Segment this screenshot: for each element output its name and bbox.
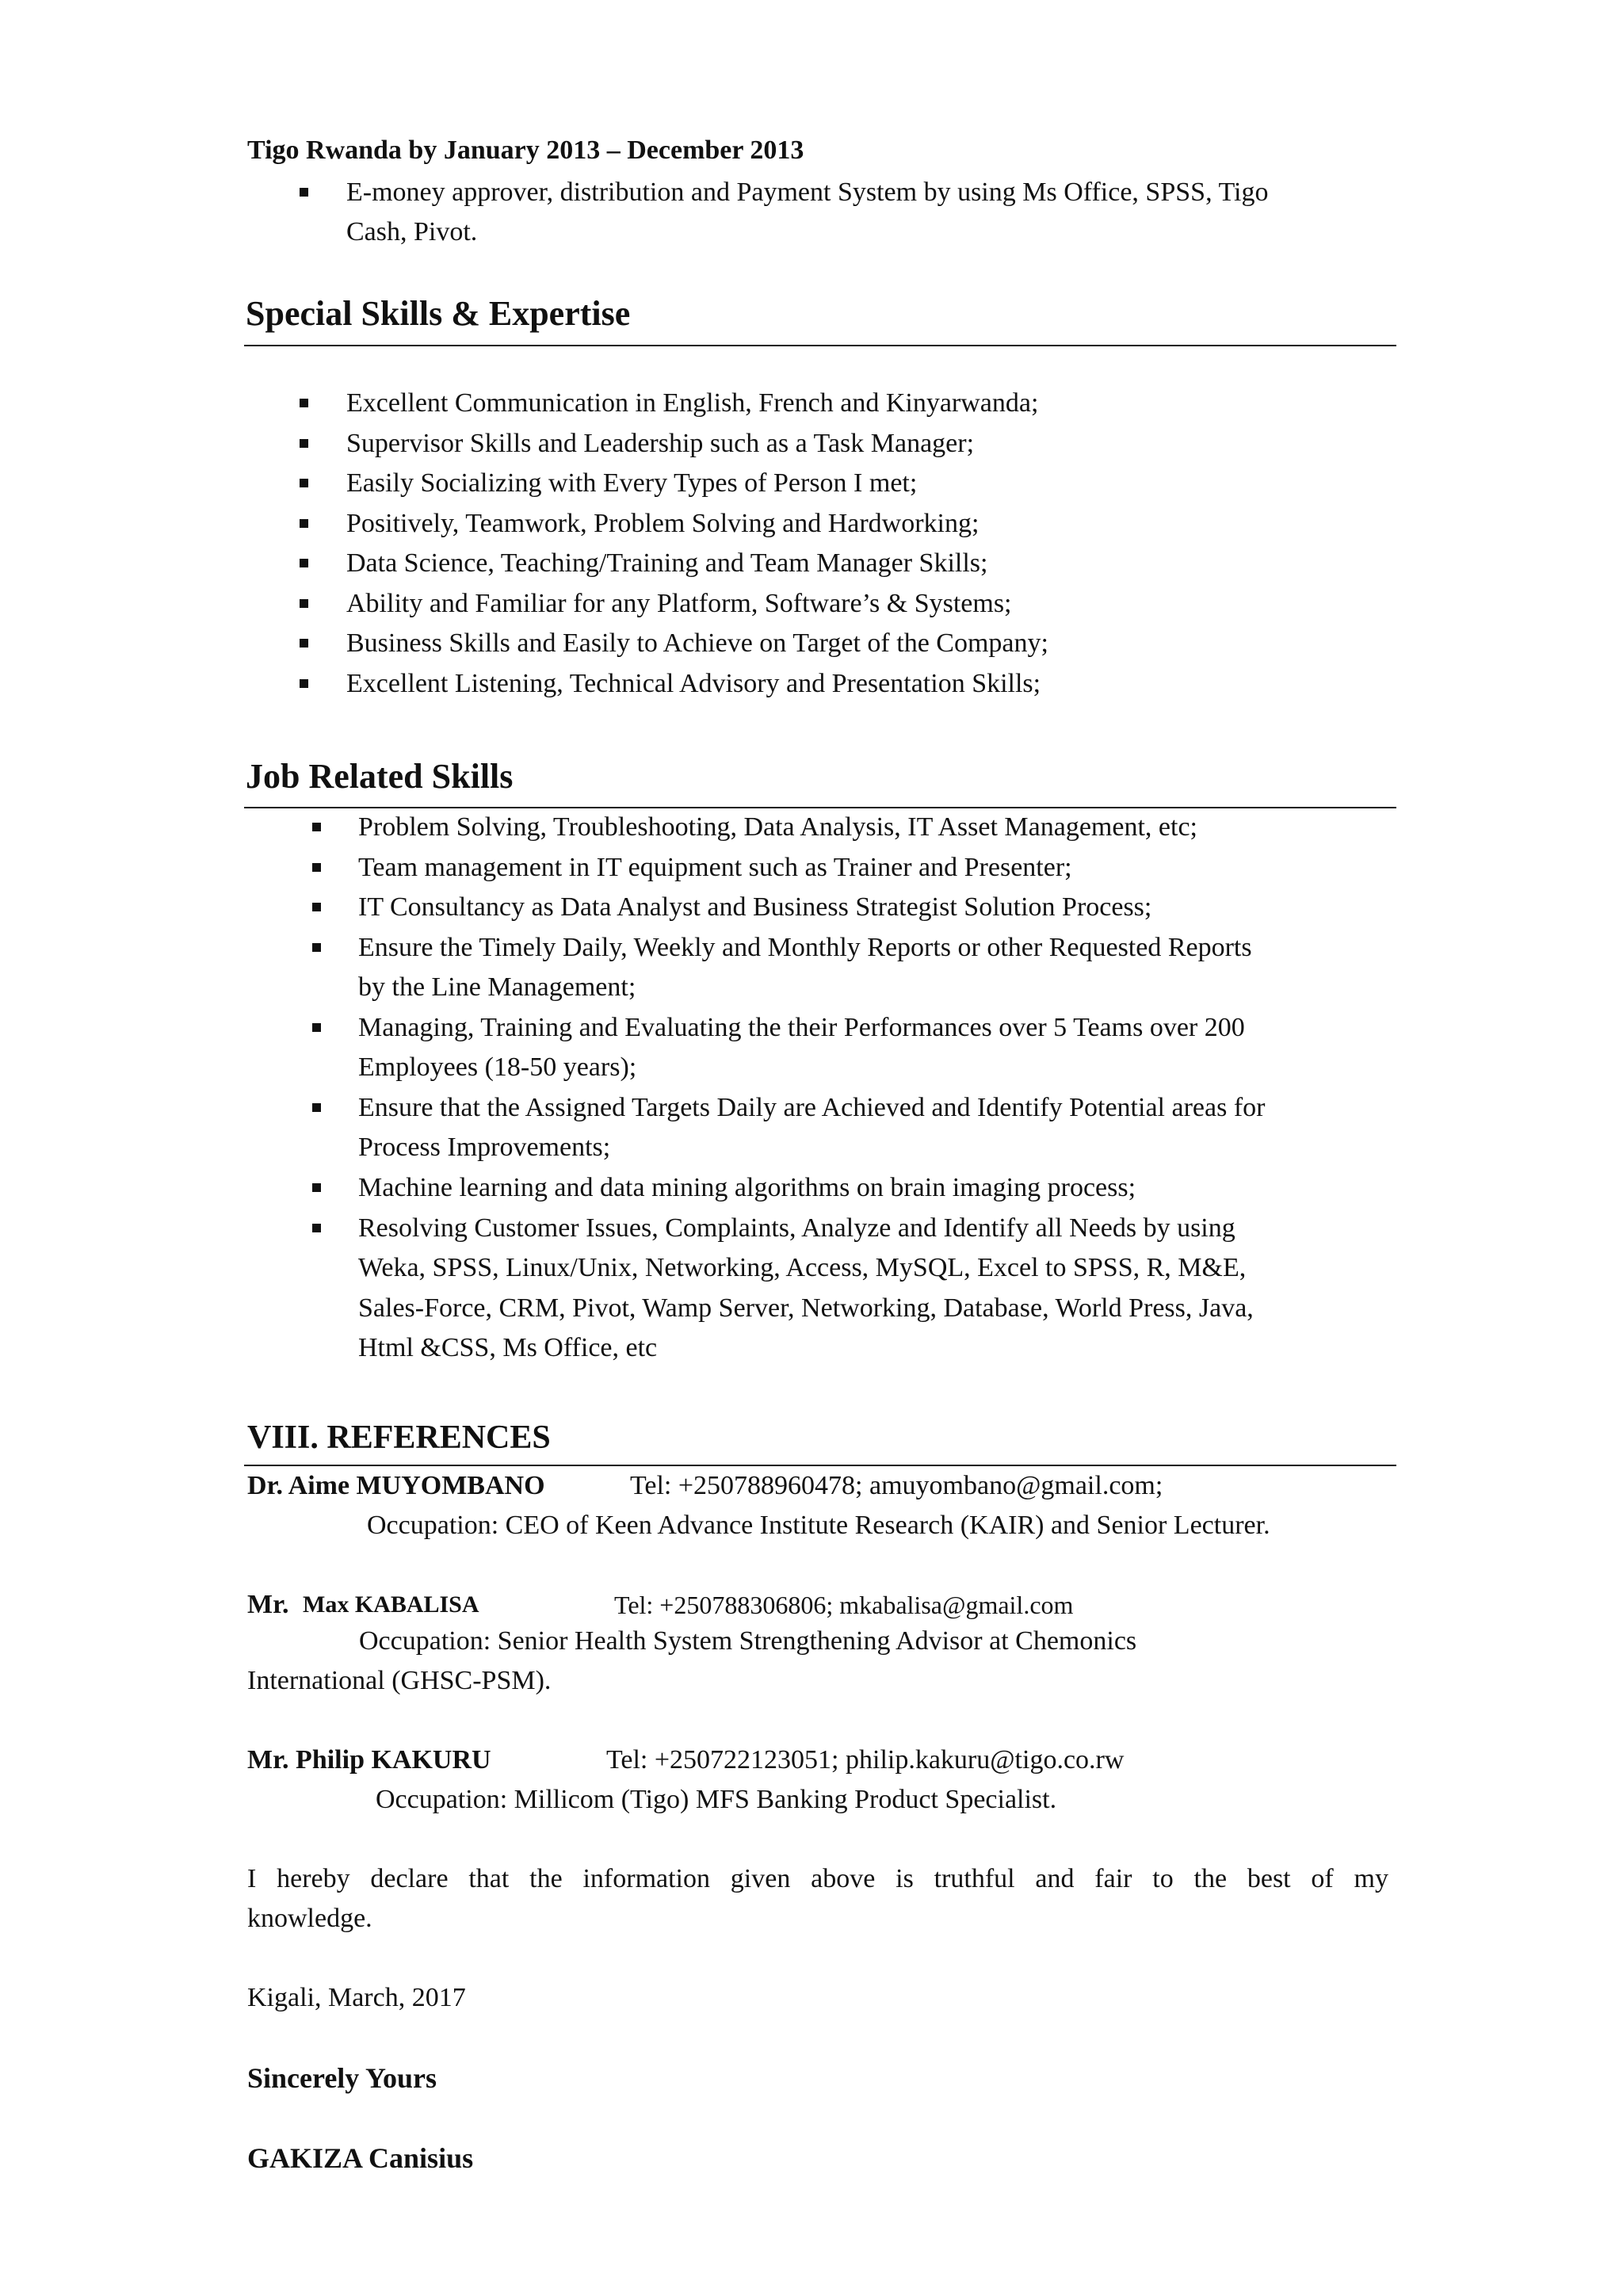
special-skills-heading: Special Skills & Expertise	[246, 294, 631, 333]
reference-2-occupation-continued: International (GHSC-PSM).	[247, 1666, 552, 1695]
declaration-line-1: I hereby declare that the information given above is truthful and fair to the best of my	[247, 1864, 1388, 1893]
reference-1-contact: Tel: +250788960478; amuyombano@gmail.com;	[630, 1471, 1163, 1500]
reference-3-contact: Tel: +250722123051; philip.kakuru@tigo.co.rw	[606, 1745, 1125, 1775]
job-skill-item: Ensure the Timely Daily, Weekly and Monthly Reports or other Requested Reports	[358, 933, 1252, 962]
job-skill-item: Machine learning and data mining algorithms on brain imaging process;	[358, 1173, 1136, 1202]
bullet-icon	[300, 679, 308, 688]
special-skill-item: Excellent Listening, Technical Advisory and Presentation Skills;	[346, 669, 1041, 698]
signature-name: GAKIZA Canisius	[247, 2142, 474, 2174]
bullet-icon	[300, 519, 308, 528]
experience-bullet-line-1: E-money approver, distribution and Payment System by using Ms Office, SPSS, Tigo	[346, 178, 1269, 207]
job-skill-item: IT Consultancy as Data Analyst and Business Strategist Solution Process;	[358, 892, 1152, 922]
special-skill-item: Ability and Familiar for any Platform, Software’s & Systems;	[346, 589, 1012, 618]
bullet-icon	[300, 399, 308, 407]
references-heading: VIII. REFERENCES	[247, 1419, 551, 1456]
bullet-icon	[300, 639, 308, 648]
bullet-icon	[312, 1224, 321, 1232]
special-skill-item: Supervisor Skills and Leadership such as a Task Manager;	[346, 429, 975, 458]
bullet-icon	[300, 188, 308, 197]
job-skill-item-continued: Sales-Force, CRM, Pivot, Wamp Server, Networking, Database, World Press, Java,	[358, 1293, 1254, 1323]
sign-off: Sincerely Yours	[247, 2062, 437, 2094]
bullet-icon	[312, 1023, 321, 1032]
special-skill-item: Excellent Communication in English, French and Kinyarwanda;	[346, 388, 1039, 418]
bullet-icon	[300, 559, 308, 567]
bullet-icon	[312, 903, 321, 911]
declaration-line-2: knowledge.	[247, 1904, 372, 1933]
bullet-icon	[300, 479, 308, 487]
reference-1-name: Dr. Aime MUYOMBANO	[247, 1471, 545, 1500]
reference-2-occupation: Occupation: Senior Health System Strengthening Advisor at Chemonics	[359, 1626, 1137, 1656]
job-skill-item-continued: Process Improvements;	[358, 1133, 611, 1162]
reference-2-name-prefix: Mr.	[247, 1590, 289, 1619]
job-skill-item-continued: by the Line Management;	[358, 972, 636, 1002]
reference-3-occupation: Occupation: Millicom (Tigo) MFS Banking Product Specialist.	[376, 1785, 1057, 1814]
bullet-icon	[300, 439, 308, 448]
experience-bullet-line-2: Cash, Pivot.	[346, 217, 478, 246]
reference-2-contact	[614, 1585, 1073, 1626]
job-skill-item-continued: Weka, SPSS, Linux/Unix, Networking, Access, MySQL, Excel to SPSS, R, M&E,	[358, 1253, 1247, 1282]
experience-heading: Tigo Rwanda by January 2013 – December 2013	[247, 136, 804, 165]
special-skill-item: Business Skills and Easily to Achieve on Target of the Company;	[346, 628, 1048, 658]
bullet-icon	[312, 943, 321, 952]
job-skill-item: Managing, Training and Evaluating the their Performances over 5 Teams over 200	[358, 1013, 1245, 1042]
special-skill-item: Positively, Teamwork, Problem Solving and Hardworking;	[346, 509, 980, 538]
bullet-icon	[300, 599, 308, 608]
bullet-icon	[312, 1183, 321, 1192]
reference-3-name: Mr. Philip KAKURU	[247, 1745, 491, 1775]
bullet-icon	[312, 1103, 321, 1112]
job-skill-item: Ensure that the Assigned Targets Daily are Achieved and Identify Potential areas for	[358, 1093, 1266, 1122]
place-date: Kigali, March, 2017	[247, 1983, 466, 2012]
reference-2-name: Max KABALISA	[303, 1591, 479, 1618]
job-skill-item-continued: Html &CSS, Ms Office, etc	[358, 1333, 658, 1362]
reference-1-occupation: Occupation: CEO of Keen Advance Institute Research (KAIR) and Senior Lecturer.	[367, 1511, 1270, 1540]
job-skills-heading: Job Related Skills	[246, 757, 514, 796]
job-skill-item: Team management in IT equipment such as Trainer and Presenter;	[358, 853, 1072, 882]
job-skill-item-continued: Employees (18-50 years);	[358, 1052, 637, 1082]
bullet-icon	[312, 823, 321, 831]
job-skill-item: Resolving Customer Issues, Complaints, Analyze and Identify all Needs by using	[358, 1213, 1235, 1243]
section-divider	[244, 345, 1396, 346]
special-skill-item: Easily Socializing with Every Types of Person I met;	[346, 468, 918, 498]
special-skill-item: Data Science, Teaching/Training and Team Manager Skills;	[346, 548, 988, 578]
bullet-icon	[312, 863, 321, 872]
reference-2-contact-text: Tel: +250788306806; mkabalisa@gmail.com	[614, 1591, 1074, 1619]
job-skill-item: Problem Solving, Troubleshooting, Data Analysis, IT Asset Management, etc;	[358, 812, 1197, 842]
